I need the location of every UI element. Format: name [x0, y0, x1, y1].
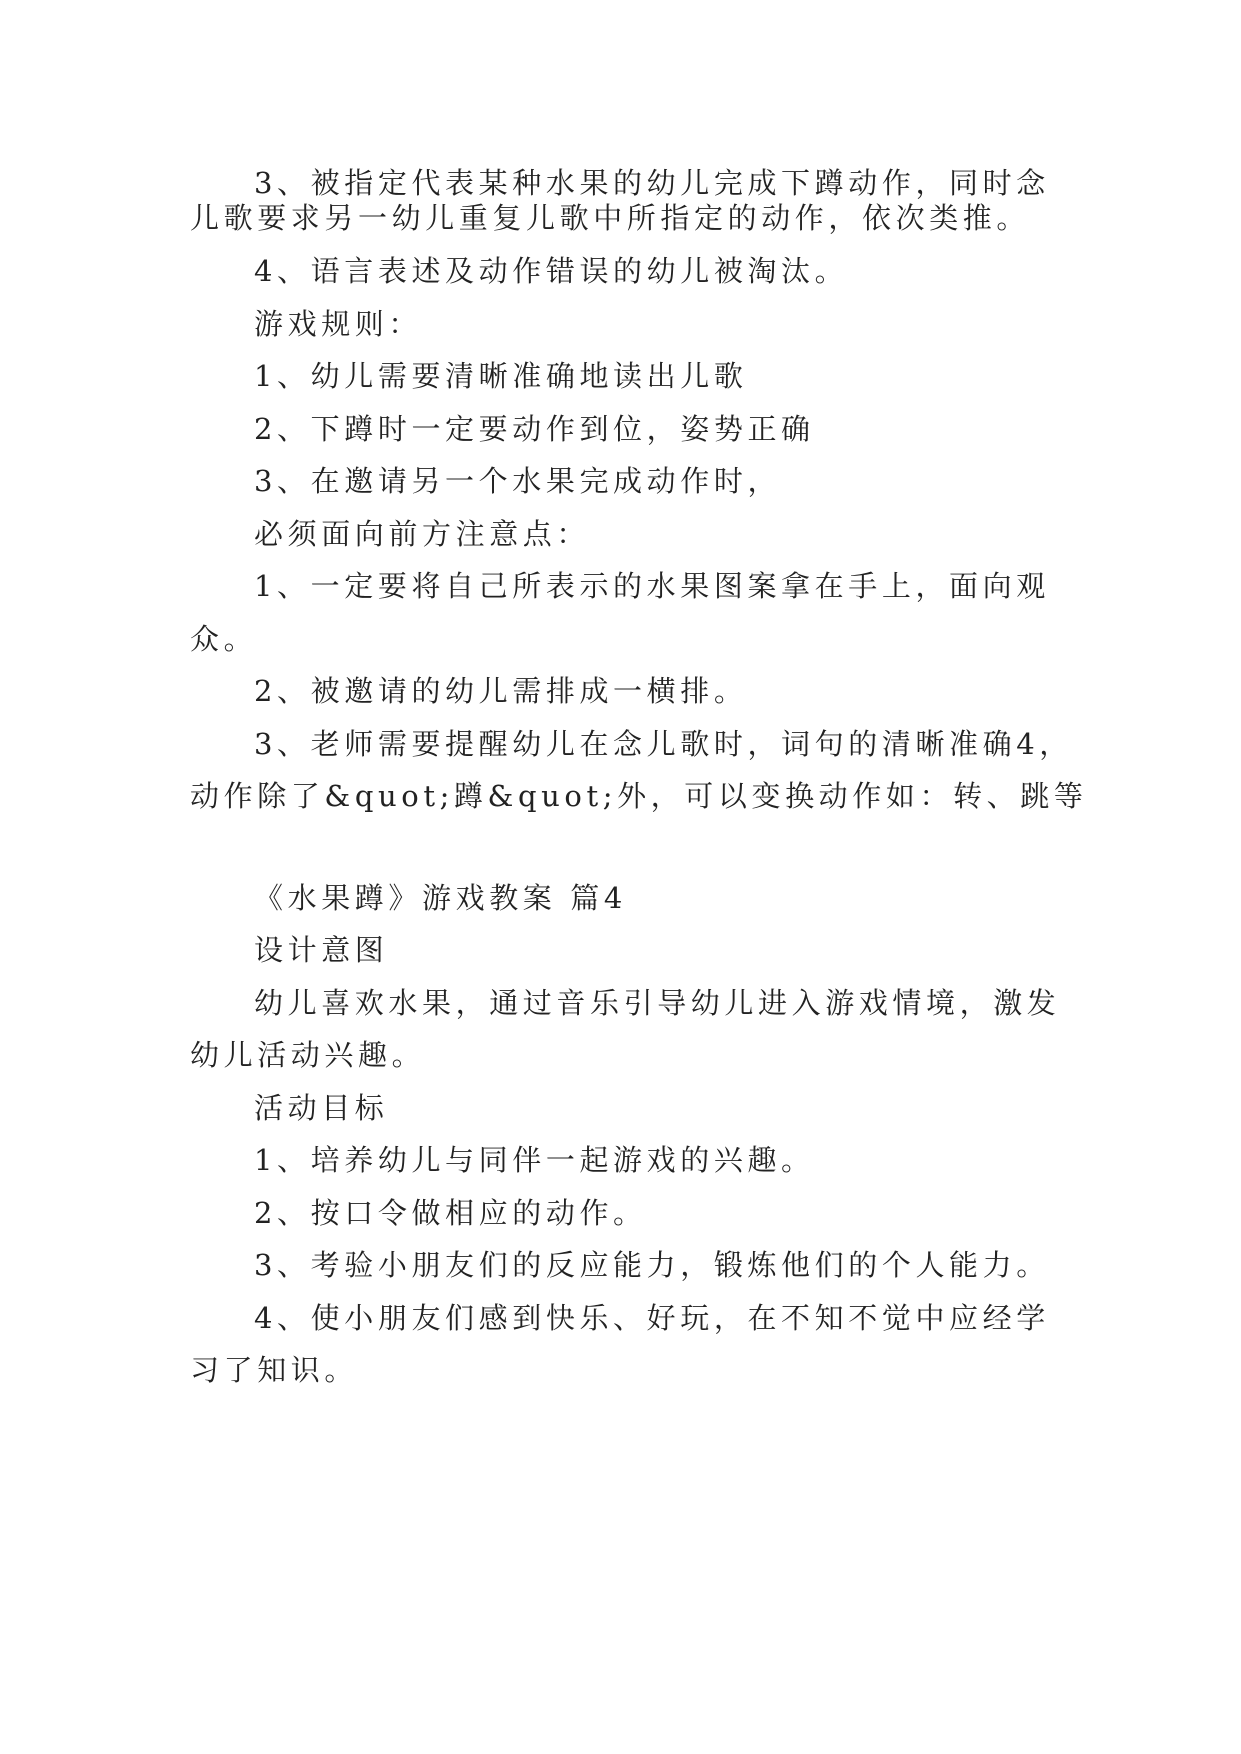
- list-item: 2、下蹲时一定要动作到位，姿势正确: [254, 412, 815, 446]
- list-item: 3、老师需要提醒幼儿在念儿歌时，词句的清晰准确4，: [254, 727, 1073, 761]
- list-item: 3、在邀请另一个水果完成动作时，: [254, 464, 782, 498]
- paragraph-line: 儿歌要求另一幼儿重复儿歌中所指定的动作，依次类推。: [190, 201, 1031, 235]
- paragraph-line: 幼儿喜欢水果，通过音乐引导幼儿进入游戏情境，激发: [254, 986, 1061, 1020]
- section-heading: 活动目标: [254, 1091, 389, 1125]
- section-heading: 游戏规则：: [254, 307, 423, 341]
- list-item: 2、被邀请的幼儿需排成一横排。: [254, 674, 748, 708]
- paragraph-line: 必须面向前方注意点：: [254, 517, 591, 551]
- paragraph-line: 4、语言表述及动作错误的幼儿被淘汰。: [254, 254, 849, 288]
- list-item: 4、使小朋友们感到快乐、好玩，在不知不觉中应经学: [254, 1301, 1050, 1335]
- paragraph-line: 3、被指定代表某种水果的幼儿完成下蹲动作，同时念: [254, 166, 1050, 200]
- paragraph-line: 习了知识。: [190, 1353, 359, 1387]
- list-item: 1、幼儿需要清晰准确地读出儿歌: [254, 359, 748, 393]
- list-item: 1、一定要将自己所表示的水果图案拿在手上，面向观: [254, 569, 1050, 603]
- paragraph-line: 众。: [190, 622, 258, 656]
- paragraph-line: 幼儿活动兴趣。: [190, 1038, 426, 1072]
- list-item: 2、按口令做相应的动作。: [254, 1196, 647, 1230]
- list-item: 3、考验小朋友们的反应能力，锻炼他们的个人能力。: [254, 1248, 1050, 1282]
- list-item: 1、培养幼儿与同伴一起游戏的兴趣。: [254, 1143, 815, 1177]
- section-heading: 设计意图: [254, 933, 389, 967]
- paragraph-line: 动作除了&quot;蹲&quot;外，可以变换动作如：转、跳等: [190, 779, 1088, 813]
- section-title: 《水果蹲》游戏教案 篇4: [254, 881, 627, 915]
